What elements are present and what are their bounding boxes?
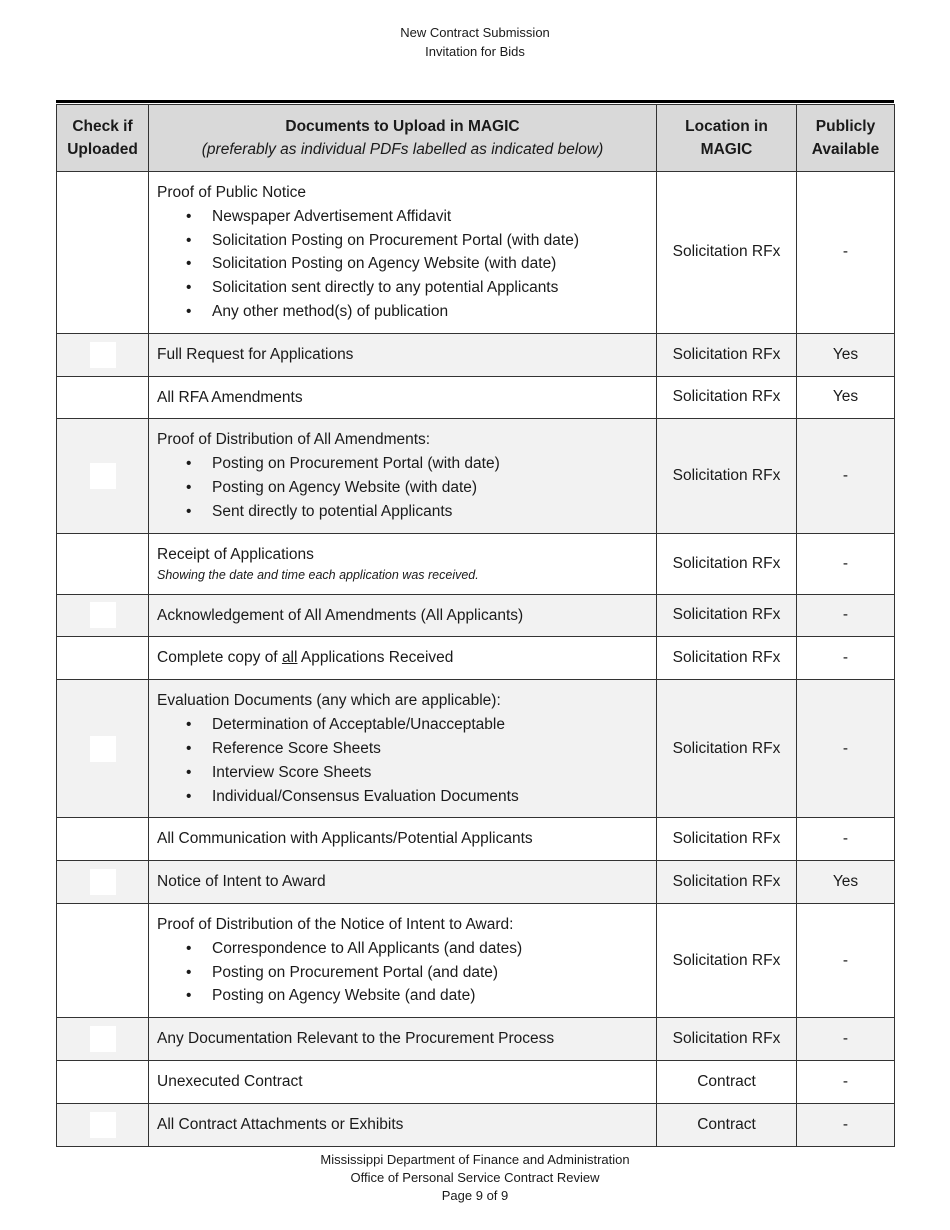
public-cell: Yes: [797, 333, 895, 376]
bullet-item: • Sent directly to potential Applicants: [157, 500, 648, 524]
bullet-item: • Posting on Agency Website (with date): [157, 476, 648, 500]
upload-check-cell[interactable]: [57, 637, 149, 680]
bullet-item: • Determination of Acceptable/Unacceptable: [157, 713, 648, 737]
table-row: [57, 376, 895, 419]
upload-checkbox[interactable]: [90, 1112, 116, 1138]
location-cell: Contract: [657, 1103, 797, 1146]
public-cell: -: [797, 680, 895, 818]
upload-check-cell: [57, 333, 149, 376]
upload-check-cell: [57, 680, 149, 818]
emphasis-all: all: [281, 649, 298, 667]
public-cell: -: [797, 594, 895, 637]
public-cell: -: [797, 1103, 895, 1146]
table-row: [57, 419, 895, 533]
document-bullets: [157, 937, 648, 1008]
upload-checkbox[interactable]: [90, 1026, 116, 1052]
document-cell: Any Documentation Relevant to the Procurement Process: [149, 1018, 657, 1061]
document-title: Proof of Public Notice: [157, 184, 307, 201]
document-cell: [149, 533, 657, 594]
document-bullets: [157, 713, 648, 808]
document-cell: [149, 419, 657, 533]
table-header-row: [57, 105, 895, 172]
location-cell: Solicitation RFx: [657, 594, 797, 637]
footer-department: Mississippi Department of Finance and Administration: [320, 1152, 630, 1167]
documents-table: [56, 104, 895, 1147]
footer-office: Office of Personal Service Contract Review: [350, 1170, 600, 1185]
location-cell: Solicitation RFx: [657, 861, 797, 904]
document-title: Receipt of Applications: [157, 545, 314, 563]
bullet-item: • Newspaper Advertisement Affidavit: [157, 205, 648, 229]
public-cell: -: [797, 419, 895, 533]
location-cell: Solicitation RFx: [657, 333, 797, 376]
document-title: Evaluation Documents (any which are applicable):: [157, 692, 501, 710]
public-cell: Yes: [797, 861, 895, 904]
bullet-item: • Posting on Agency Website (and date): [157, 984, 648, 1008]
upload-check-cell: [57, 1103, 149, 1146]
location-cell: Solicitation RFx: [657, 637, 797, 680]
upload-checkbox[interactable]: [90, 869, 116, 895]
upload-check-cell[interactable]: [57, 818, 149, 861]
document-cell: Full Request for Applications: [149, 333, 657, 376]
upload-check-cell[interactable]: [57, 1060, 149, 1103]
table-row: [57, 861, 895, 904]
public-cell: -: [797, 818, 895, 861]
upload-checkbox[interactable]: [90, 602, 116, 628]
document-cell: Notice of Intent to Award: [149, 861, 657, 904]
document-cell: [149, 680, 657, 818]
bullet-item: • Any other method(s) of publication: [157, 300, 648, 324]
document-cell: Acknowledgement of All Amendments (All Applicants): [149, 594, 657, 637]
upload-check-cell[interactable]: [57, 533, 149, 594]
table-row: [57, 637, 895, 680]
document-title: Proof of Distribution of All Amendments:: [157, 431, 431, 449]
page-footer: [0, 1151, 950, 1205]
upload-check-cell: [57, 861, 149, 904]
header-title: New Contract Submission: [400, 25, 550, 40]
header-subtitle: Invitation for Bids: [425, 44, 525, 59]
bullet-item: • Posting on Procurement Portal (with date): [157, 452, 648, 476]
public-cell: -: [797, 533, 895, 594]
document-cell: Unexecuted Contract: [149, 1060, 657, 1103]
location-cell: Solicitation RFx: [657, 419, 797, 533]
upload-check-cell: [57, 419, 149, 533]
location-cell: Contract: [657, 1060, 797, 1103]
upload-check-cell: [57, 1018, 149, 1061]
bullet-item: • Interview Score Sheets: [157, 761, 648, 785]
table-row: [57, 903, 895, 1017]
public-cell: -: [797, 1060, 895, 1103]
bullet-item: • Solicitation Posting on Agency Website (with date): [157, 252, 648, 276]
bullet-item: • Reference Score Sheets: [157, 737, 648, 761]
document-note: Showing the date and time each application was received.: [157, 568, 479, 583]
table-row: [57, 333, 895, 376]
document-cell: All Communication with Applicants/Potential Applicants: [149, 818, 657, 861]
location-cell: Solicitation RFx: [657, 680, 797, 818]
location-cell: Solicitation RFx: [657, 818, 797, 861]
table-row: [57, 818, 895, 861]
location-cell: Solicitation RFx: [657, 903, 797, 1017]
upload-check-cell: [57, 594, 149, 637]
public-cell: -: [797, 1018, 895, 1061]
document-cell: All Contract Attachments or Exhibits: [149, 1103, 657, 1146]
table-row: [57, 594, 895, 637]
public-cell: Yes: [797, 376, 895, 419]
upload-check-cell[interactable]: [57, 903, 149, 1017]
bullet-item: • Individual/Consensus Evaluation Documents: [157, 785, 648, 809]
table-row: [57, 1060, 895, 1103]
location-cell: Solicitation RFx: [657, 376, 797, 419]
table-row: [57, 680, 895, 818]
upload-checkbox[interactable]: [90, 342, 116, 368]
document-bullets: [157, 452, 648, 523]
col-header-documents: Documents to Upload in MAGIC (preferably as individual PDFs labelled as indicated below): [149, 105, 657, 172]
page-header: [0, 23, 950, 61]
table-row: [57, 1103, 895, 1146]
upload-checkbox[interactable]: [90, 736, 116, 762]
public-cell: -: [797, 903, 895, 1017]
col-header-location: Location in MAGIC: [657, 105, 797, 172]
upload-check-cell[interactable]: [57, 376, 149, 419]
document-cell: [149, 172, 657, 334]
bullet-item: • Correspondence to All Applicants (and dates): [157, 937, 648, 961]
document-cell: Complete copy of all Applications Received: [149, 637, 657, 680]
page-number: Page 9 of 9: [441, 1188, 509, 1203]
bullet-item: • Solicitation Posting on Procurement Portal (with date): [157, 229, 648, 253]
table-top-rule: [56, 100, 894, 103]
bullet-item: • Posting on Procurement Portal (and date): [157, 961, 648, 985]
location-cell: Solicitation RFx: [657, 1018, 797, 1061]
bullet-item: • Solicitation sent directly to any potential Applicants: [157, 276, 648, 300]
document-cell: [149, 903, 657, 1017]
document-title: Proof of Distribution of the Notice of Intent to Award:: [157, 915, 514, 933]
table-row: [57, 533, 895, 594]
col-header-public: Publicly Available: [797, 105, 895, 172]
upload-checkbox[interactable]: [90, 463, 116, 489]
col-header-check: Check if Uploaded: [57, 105, 149, 172]
document-cell: All RFA Amendments: [149, 376, 657, 419]
public-cell: -: [797, 637, 895, 680]
table-row: [57, 172, 895, 334]
table-row: [57, 1018, 895, 1061]
location-cell: Solicitation RFx: [657, 533, 797, 594]
upload-check-cell[interactable]: [57, 172, 149, 334]
document-bullets: [157, 205, 648, 324]
location-cell: Solicitation RFx: [657, 172, 797, 334]
public-cell: -: [797, 172, 895, 334]
